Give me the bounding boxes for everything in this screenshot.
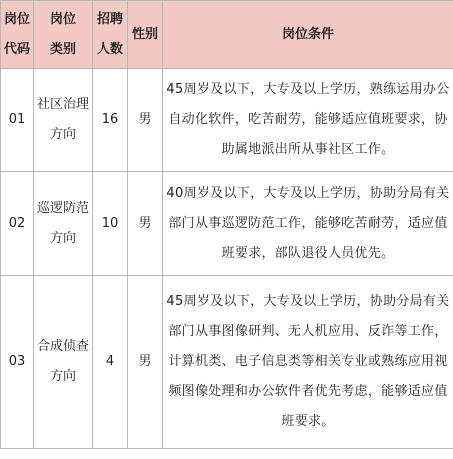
- row-sex: 男: [128, 172, 163, 276]
- header-conditions: 岗位条件: [163, 1, 453, 69]
- row-count: 16: [93, 69, 128, 172]
- header-count-line1: 招聘: [96, 11, 123, 27]
- header-count-line2: 人数: [96, 41, 123, 57]
- row-code: 03: [1, 276, 34, 449]
- table-row: [1, 276, 453, 449]
- row-type-line1: 巡逻防范: [36, 200, 89, 216]
- header-position-code: [1, 1, 34, 69]
- row-code: 01: [1, 69, 34, 172]
- table-header-row: [1, 1, 453, 69]
- table-row: [1, 172, 453, 276]
- header-code-line1: 岗位: [3, 11, 30, 27]
- row-count: 4: [93, 276, 128, 449]
- row-type-line2: 方向: [49, 369, 76, 384]
- header-type-line1: 岗位: [49, 11, 76, 27]
- header-type-line2: 类别: [49, 41, 76, 57]
- table-row: [1, 69, 453, 172]
- row-type-line1: 合成侦查: [36, 339, 89, 354]
- header-hire-count: [93, 1, 128, 69]
- row-type-line2: 方向: [49, 127, 76, 142]
- row-sex: 男: [128, 69, 163, 172]
- row-conditions: 40周岁及以下，大专及以上学历，协助分局有关部门从事巡逻防范工作，能够吃苦耐劳，适应值班要求，部队退役人员优先。: [163, 172, 453, 276]
- header-sex: 性别: [128, 1, 163, 69]
- row-sex: 男: [128, 276, 163, 449]
- row-code: 02: [1, 172, 34, 276]
- row-type: [34, 69, 93, 172]
- row-conditions: 45周岁及以下，大专及以上学历，熟练运用办公自动化软件，吃苦耐劳，能够适应值班要求，协助属地派出所从事社区工作。: [163, 69, 453, 172]
- row-type-line2: 方向: [49, 230, 76, 246]
- row-conditions: 45周岁及以下，大专及以上学历，协助分局有关部门从事图像研判、无人机应用、反诈等工作，计算机类、电子信息类等相关专业或熟练应用视频图像处理和办公软件者优先考虑，能够适应值班要求。: [163, 276, 453, 449]
- row-type: [34, 276, 93, 449]
- row-count: 10: [93, 172, 128, 276]
- row-type-line1: 社区治理: [36, 97, 89, 112]
- row-type: [34, 172, 93, 276]
- header-code-line2: 代码: [3, 41, 30, 57]
- header-position-type: [34, 1, 93, 69]
